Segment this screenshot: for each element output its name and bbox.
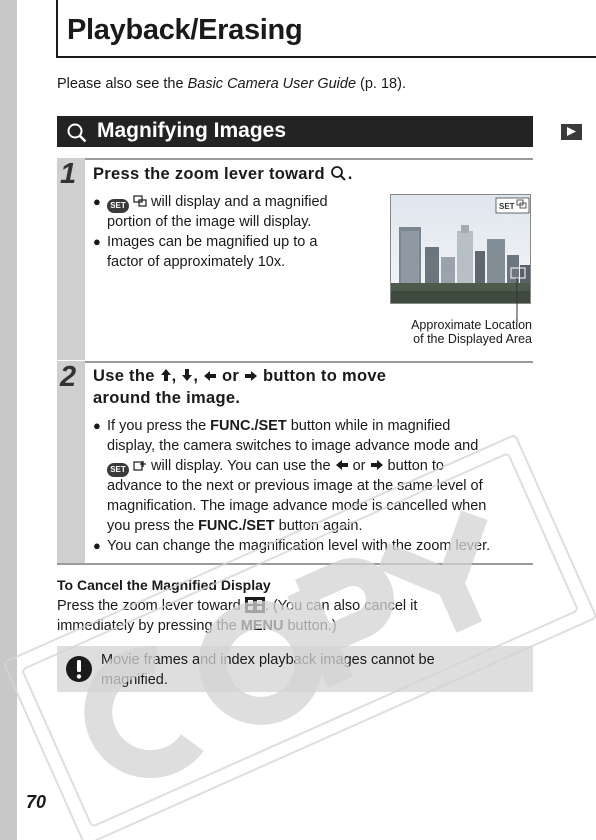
right-arrow-icon — [370, 459, 384, 471]
right-arrow-icon — [244, 370, 258, 382]
set-icon: SET — [107, 463, 129, 477]
caution-note — [57, 646, 533, 692]
title-block — [56, 0, 596, 58]
bullet-icon: ● — [93, 418, 101, 433]
step-1: 1 Press the zoom lever toward . ● SET will display and a magnified portion of the image will display. ● Images can be magnified up to a factor of approximately 10x. SET Approximate Location of the Displayed Area — [57, 158, 533, 360]
playback-mode-icon — [560, 123, 583, 141]
step-number: 1 — [60, 158, 77, 190]
cancel-heading: To Cancel the Magnified Display — [57, 577, 271, 593]
page-side-bar — [0, 0, 17, 840]
step-heading: Use the , , or button to move — [93, 367, 387, 385]
left-arrow-icon — [335, 459, 349, 471]
magnified-position-icon — [133, 195, 147, 207]
intro-text: Please also see the Basic Camera User Guide (p. 18). — [57, 76, 406, 92]
image-caption: Approximate Location of the Displayed Area — [411, 318, 532, 346]
zoom-wide-index-icon — [245, 597, 265, 613]
magnify-icon — [66, 122, 88, 144]
step-heading-line-2: around the image. — [93, 389, 241, 407]
set-icon: SET — [107, 199, 129, 213]
left-arrow-icon — [203, 370, 217, 382]
step-divider — [85, 158, 533, 160]
page-number: 70 — [26, 792, 47, 812]
bullet-icon: ● — [93, 234, 101, 249]
set-icon: SET — [499, 202, 515, 211]
caption-leader-line — [515, 278, 519, 322]
caution-icon — [65, 655, 93, 683]
city-skyline-image — [391, 195, 531, 304]
step-heading: Press the zoom lever toward . — [93, 165, 353, 183]
zoom-tele-icon — [330, 165, 348, 181]
page-title: Playback/Erasing — [67, 14, 303, 46]
up-arrow-icon — [160, 368, 172, 382]
step-bottom-rule — [57, 563, 533, 565]
section-title: Magnifying Images — [97, 119, 287, 142]
bullet-icon: ● — [93, 538, 101, 553]
step-number-column — [57, 361, 85, 565]
bullet-icon: ● — [93, 194, 101, 209]
sample-city-photo — [390, 194, 531, 304]
step-divider — [85, 361, 533, 363]
step-number-column — [57, 158, 85, 360]
step-number: 2 — [60, 361, 77, 393]
image-advance-icon — [133, 459, 147, 471]
down-arrow-icon — [181, 368, 193, 382]
caution-text: Movie frames and index playback images cannot be magnified. — [101, 652, 435, 688]
book-reference: Basic Camera User Guide — [187, 76, 357, 92]
section-header — [57, 116, 533, 147]
cancel-instructions: Press the zoom lever toward . (You can also cancel it immediately by pressing the MENU button.) — [57, 598, 418, 634]
step-2: 2 Use the , , or button to move around the image. ● If you press the FUNC./SET button while in magnified display, the camera switches to image advance mode and SET will display. You can use the or button to advance to the next or previous image at the same level of magnification. The image advance mode is cancelled when you press the FUNC./SET button again. ● You can change the magnification level with the zoom lever. — [57, 361, 533, 565]
